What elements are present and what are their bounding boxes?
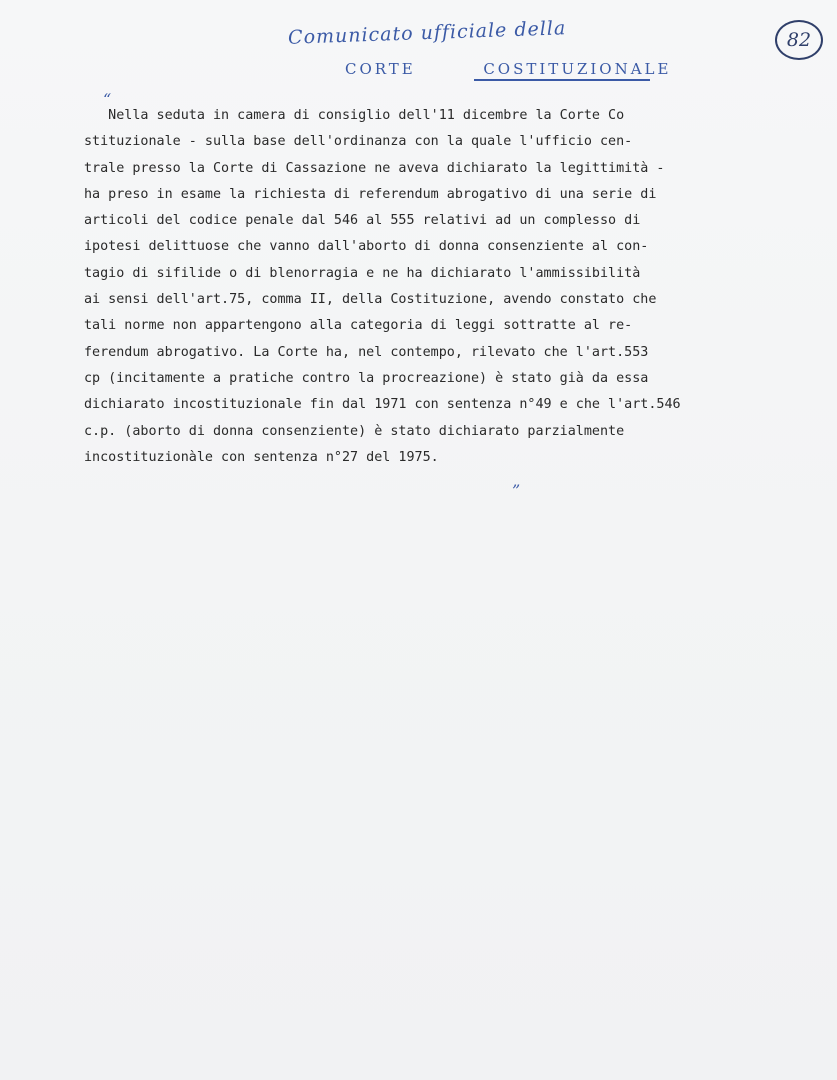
handwritten-subtitle-costituzionale: COSTITUZIONALE <box>483 60 672 78</box>
text-line: stituzionale - sulla base dell'ordinanza con la quale l'ufficio cen- <box>84 134 633 150</box>
text-line: tagio di sifilide o di blenorragia e ne ha dichiarato l'ammissibilità <box>84 265 641 281</box>
text-line: trale presso la Corte di Cassazione ne aveva dichiarato la legittimità - <box>84 160 665 176</box>
circled-page-number: 82 <box>775 20 823 60</box>
text-line: tali norme non appartengono alla categoria di leggi sottratte al re- <box>84 318 633 334</box>
text-line: incostituzionàle con sentenza n°27 del 1975. <box>84 449 439 465</box>
text-line: ha preso in esame la richiesta di referendum abrogativo di una serie di <box>84 186 657 202</box>
text-line: ferendum abrogativo. La Corte ha, nel contempo, rilevato che l'art.553 <box>84 344 649 360</box>
text-line: ai sensi dell'art.75, comma II, della Costituzione, avendo constato che <box>84 292 657 308</box>
handwritten-open-quote: “ <box>103 90 112 109</box>
handwritten-subtitle <box>345 60 671 78</box>
typewritten-body <box>84 103 804 471</box>
handwritten-title: Comunicato ufficiale della <box>287 17 567 49</box>
handwritten-subtitle-corte: CORTE <box>345 60 416 78</box>
text-line: c.p. (aborto di donna consenziente) è stato dichiarato parzialmente <box>84 423 625 439</box>
handwritten-underline <box>474 79 650 81</box>
text-line: Nella seduta in camera di consiglio dell'11 dicembre la Corte Co <box>84 108 625 123</box>
text-line: cp (incitamente a pratiche contro la procreazione) è stato già da essa <box>84 370 649 386</box>
handwritten-close-quote: ” <box>512 481 521 500</box>
text-line: articoli del codice penale dal 546 al 555 relativi ad un complesso di <box>84 213 641 229</box>
text-line: dichiarato incostituzionale fin dal 1971 con sentenza n°49 e che l'art.546 <box>84 397 681 413</box>
text-line: ipotesi delittuose che vanno dall'aborto di donna consenziente al con- <box>84 239 649 255</box>
